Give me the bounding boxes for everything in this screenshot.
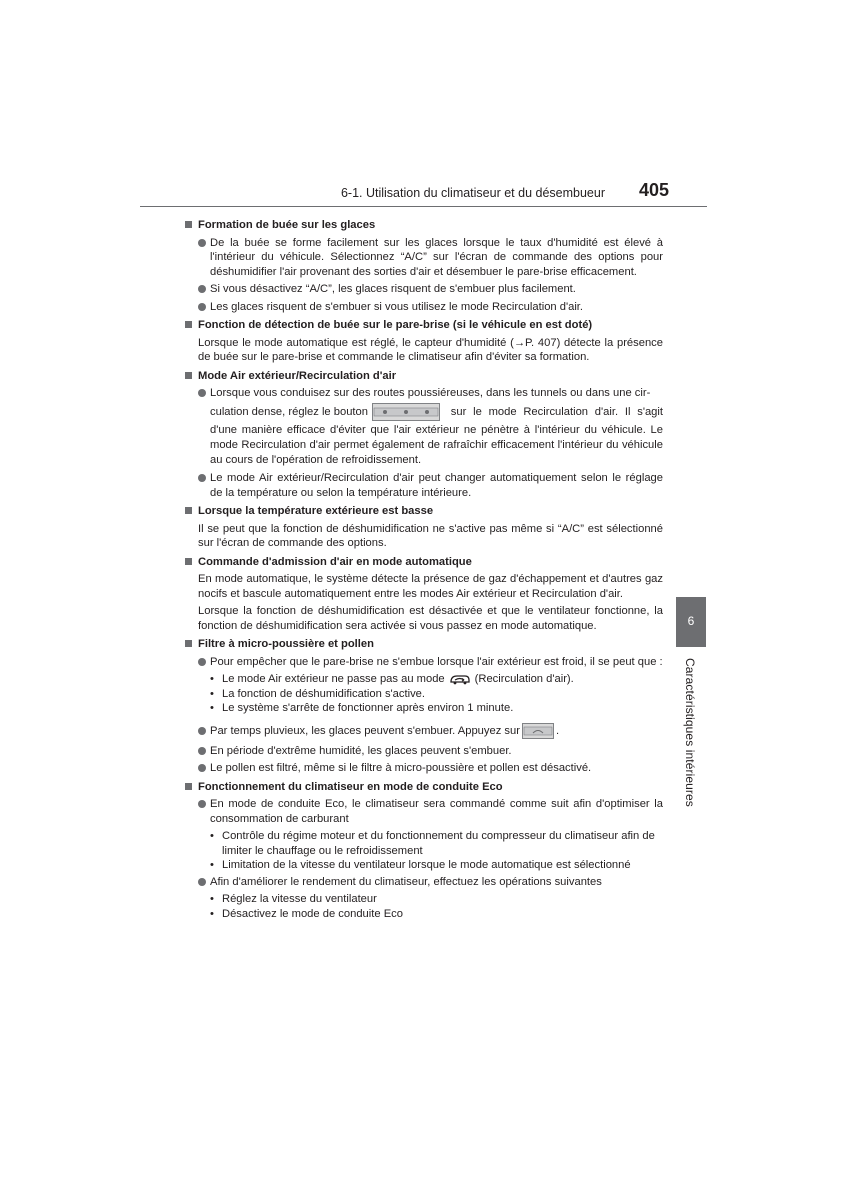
bullet-item: En période d'extrême humidité, les glaces peuvent s'embuer. (185, 744, 663, 759)
round-bullet-icon (198, 389, 206, 397)
square-bullet-icon (185, 507, 192, 514)
section-heading: Fonction de détection de buée sur le pare-brise (si le véhicule en est doté) (185, 318, 663, 333)
bullet-item: Si vous désactivez “A/C”, les glaces risquent de s'embuer plus facilement. (185, 282, 663, 297)
sub-list-item: • Le mode Air extérieur ne passe pas au mode (Recirculation d'air). (210, 673, 574, 685)
sub-list-item: • Le système s'arrête de fonctionner après environ 1 minute. (210, 702, 514, 714)
square-bullet-icon (185, 221, 192, 228)
defogger-button-icon (522, 723, 554, 739)
sub-list-item: • Contrôle du régime moteur et du fonctionnement du compresseur du climatiseur afin de limiter le chauffage ou le refroidissement (210, 830, 655, 857)
paragraph: Lorsque le mode automatique est réglé, le capteur d'humidité (→P. 407) détecte la présence de buée sur le pare-brise et commande le climatiseur afin d'éviter sa formation. (198, 336, 663, 363)
bullet-item: En mode de conduite Eco, le climatiseur sera commandé comme suit afin d'optimiser la consommation de carburant (185, 797, 663, 826)
round-bullet-icon (198, 764, 206, 772)
chapter-title: 6-1. Utilisation du climatiseur et du désembueur (340, 186, 605, 200)
square-bullet-icon (185, 372, 192, 379)
section-heading: Commande d'admission d'air en mode automatique (185, 555, 663, 570)
chapter-side-label: Caractéristiques intérieures (683, 658, 697, 807)
page-content (185, 214, 663, 921)
paragraph: Lorsque la fonction de déshumidification est désactivée et que le ventilateur fonctionne, la fonction de déshumidification sera activée si vous passez en mode automatique. (198, 605, 663, 632)
sub-list-item: • La fonction de déshumidification s'active. (210, 687, 426, 700)
round-bullet-icon (198, 303, 206, 311)
bullet-item: De la buée se forme facilement sur les glaces lorsque le taux d'humidité est élevé à l'intérieur du véhicule. Sélectionnez “A/C” sur l'écran de commande des options pour déshumidifier l'air provenant des sorties d'air et désembuer le pare-brise efficacement. (185, 236, 663, 280)
bullet-item: Le pollen est filtré, même si le filtre à micro-poussière et pollen est désactivé. (185, 761, 663, 776)
bullet-item: Le mode Air extérieur/Recirculation d'air peut changer automatiquement selon le réglage de la température ou selon la température intérieure. (185, 471, 663, 500)
square-bullet-icon (185, 640, 192, 647)
section-heading: Mode Air extérieur/Recirculation d'air (185, 369, 663, 384)
round-bullet-icon (198, 747, 206, 755)
round-bullet-icon (198, 727, 206, 735)
round-bullet-icon (198, 800, 206, 808)
bullet-item: Afin d'améliorer le rendement du climatiseur, effectuez les opérations suivantes (185, 875, 663, 890)
recirculation-icon (448, 673, 472, 685)
square-bullet-icon (185, 783, 192, 790)
page-number: 405 (638, 180, 669, 200)
bullet-item: Les glaces risquent de s'embuer si vous utilisez le mode Recirculation d'air. (185, 300, 663, 315)
section-heading: Filtre à micro-poussière et pollen (185, 637, 663, 652)
square-bullet-icon (185, 321, 192, 328)
sub-list-item: • Limitation de la vitesse du ventilateur lorsque le mode automatique est sélectionné (210, 859, 631, 871)
paragraph: Il se peut que la fonction de déshumidification ne s'active pas même si “A/C” est sélectionné sur l'écran de commande des options. (198, 522, 663, 549)
round-bullet-icon (198, 474, 206, 482)
round-bullet-icon (198, 878, 206, 886)
bullet-item: Lorsque vous conduisez sur des routes poussiéreuses, dans les tunnels ou dans une cir- culation dense, réglez le bouton sur le mode Recirculation d'air. Il s'agit d'une manière efficace d'éviter que l'air extérieur ne pénètre à l'intérieur du véhicule. Le mode Recirculation d'air permet également de rafraîchir efficacement l'intérieur du véhicule au cours de l'opération de refroidissement. (185, 386, 663, 468)
paragraph: En mode automatique, le système détecte la présence de gaz d'échappement et d'autres gaz nocifs et bascule automatiquement entre les modes Air extérieur et Recirculation d'air. (198, 573, 663, 600)
section-heading: Lorsque la température extérieure est basse (185, 504, 663, 519)
bullet-item: Par temps pluvieux, les glaces peuvent s'embuer. Appuyez sur . (185, 721, 663, 741)
round-bullet-icon (198, 239, 206, 247)
round-bullet-icon (198, 658, 206, 666)
sub-list-item: • Réglez la vitesse du ventilateur (210, 893, 377, 905)
air-mode-button-icon (372, 403, 440, 421)
section-heading: Formation de buée sur les glaces (185, 218, 663, 233)
round-bullet-icon (198, 285, 206, 293)
square-bullet-icon (185, 558, 192, 565)
sub-list-item: • Désactivez le mode de conduite Eco (210, 907, 403, 920)
page-header (140, 180, 707, 207)
chapter-tab: 6 (676, 597, 706, 647)
section-heading: Fonctionnement du climatiseur en mode de conduite Eco (185, 780, 663, 795)
bullet-item: Pour empêcher que le pare-brise ne s'embue lorsque l'air extérieur est froid, il se peut que : (185, 655, 663, 670)
